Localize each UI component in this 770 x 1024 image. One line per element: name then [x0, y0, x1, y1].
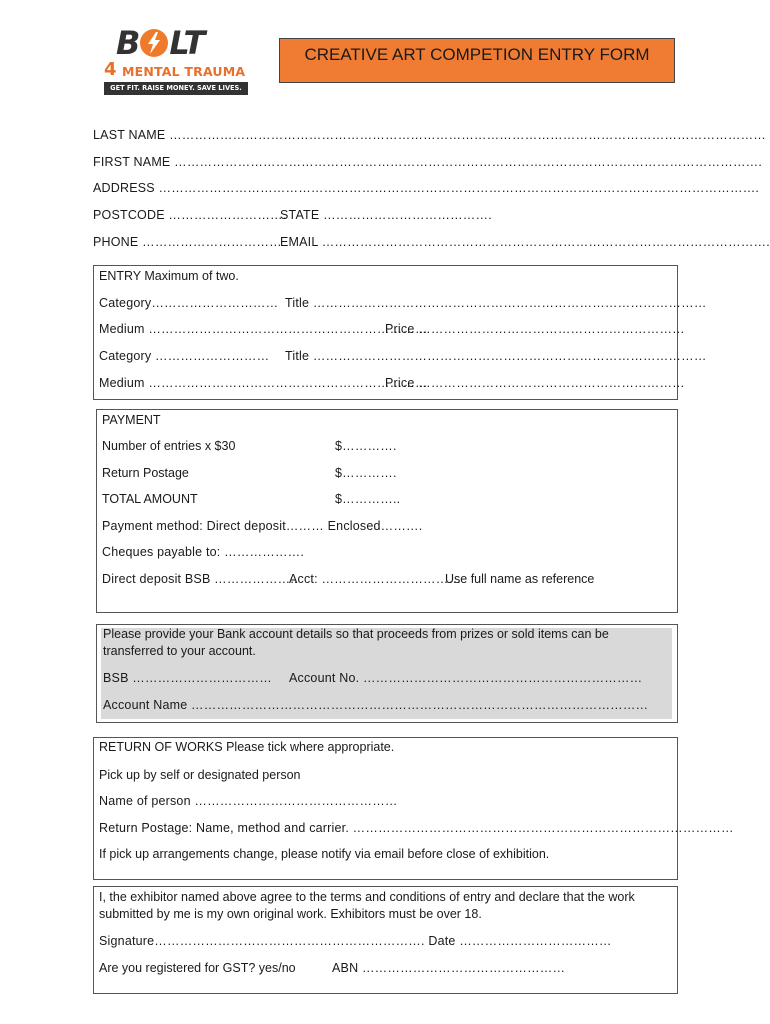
medium-2-field[interactable]: Medium …………………………………………………………: [99, 376, 428, 390]
return-postage-label: Return Postage: [102, 466, 189, 480]
reference-note: Use full name as reference: [445, 572, 595, 586]
phone-field[interactable]: PHONE ……………………………: [93, 235, 282, 249]
total-amount-label: TOTAL AMOUNT: [102, 492, 198, 506]
entries-label: Number of entries x $30: [102, 439, 236, 453]
price-2-field[interactable]: Price ………………………………………………………: [385, 376, 685, 390]
entry-heading: ENTRY Maximum of two.: [99, 269, 239, 283]
address-field[interactable]: ADDRESS …………………………………………………………………………………………………………………………….: [93, 181, 760, 195]
email-field[interactable]: EMAIL …………………………………………………………………………………………….: [280, 235, 770, 249]
bank-account-name-field[interactable]: Account Name ………………………………………………………………………………………………: [103, 698, 649, 712]
signature-date-field[interactable]: Signature………………………………………………………. Date ………………………………: [99, 934, 612, 948]
logo-bolt-right: LT: [169, 24, 205, 62]
return-heading: RETURN OF WORKS Please tick where appropriate.: [99, 740, 395, 754]
lightning-bolt-icon: [140, 29, 168, 57]
declaration-line2: submitted by me is my own original work. Exhibitors must be over 18.: [99, 907, 482, 921]
state-field[interactable]: STATE ………………………………….: [280, 208, 492, 222]
form-title-banner: [279, 38, 675, 83]
bank-account-no-field[interactable]: Account No. …………………………………………………………: [289, 671, 643, 685]
logo-number: 4: [104, 59, 117, 80]
return-postage-amount-field[interactable]: $………….: [335, 466, 397, 480]
title-2-field[interactable]: Title …………………………………………………………………………………: [285, 349, 707, 363]
gst-question[interactable]: Are you registered for GST? yes/no: [99, 961, 296, 975]
payment-heading: PAYMENT: [102, 413, 161, 427]
total-amount-field[interactable]: $…………..: [335, 492, 401, 506]
first-name-field[interactable]: FIRST NAME ………………………………………………………………………………………………………………………….: [93, 155, 763, 169]
abn-field[interactable]: ABN …………………………………………: [332, 961, 566, 975]
last-name-field[interactable]: LAST NAME ……………………………………………………………………………………………………………………………: [93, 128, 766, 142]
title-1-field[interactable]: Title …………………………………………………………………………………: [285, 296, 707, 310]
return-postage-field[interactable]: Return Postage: Name, method and carrier. ………………………………………………………………………………: [99, 821, 734, 835]
category-2-field[interactable]: Category ………………………: [99, 349, 270, 363]
logo-subtitle: MENTAL TRAUMA: [122, 64, 246, 79]
logo-tagline: GET FIT. RAISE MONEY. SAVE LIVES.: [104, 82, 248, 95]
pickup-change-note: If pick up arrangements change, please notify via email before close of exhibition.: [99, 847, 550, 861]
logo-bolt-left: B: [116, 24, 140, 62]
price-1-field[interactable]: Price ………………………………………………………: [385, 322, 685, 336]
bank-details-instruction-line2: transferred to your account.: [103, 644, 256, 658]
postcode-field[interactable]: POSTCODE ……………………….: [93, 208, 287, 222]
bank-details-instruction-line1: Please provide your Bank account details so that proceeds from prizes or sold items can be: [103, 627, 609, 641]
category-1-field[interactable]: Category…………………………: [99, 296, 279, 310]
bank-bsb-field[interactable]: BSB ……………………………: [103, 671, 272, 685]
direct-deposit-acct-field[interactable]: Acct: ……………………………: [289, 572, 462, 586]
form-title: CREATIVE ART COMPETION ENTRY FORM: [304, 45, 650, 64]
declaration-line1: I, the exhibitor named above agree to the terms and conditions of entry and declare that the work: [99, 890, 635, 904]
logo-wordmark: [116, 24, 204, 62]
direct-deposit-bsb-field[interactable]: Direct deposit BSB ………………..: [102, 572, 298, 586]
payment-method-field[interactable]: Payment method: Direct deposit……… Enclosed……….: [102, 519, 423, 533]
entries-amount-field[interactable]: $………….: [335, 439, 397, 453]
pickup-option[interactable]: Pick up by self or designated person: [99, 768, 301, 782]
bolt-logo: [104, 26, 250, 98]
medium-1-field[interactable]: Medium …………………………………………………………: [99, 322, 428, 336]
person-name-field[interactable]: Name of person …………………………………………: [99, 794, 398, 808]
cheques-payable-field[interactable]: Cheques payable to: ……………….: [102, 545, 305, 559]
